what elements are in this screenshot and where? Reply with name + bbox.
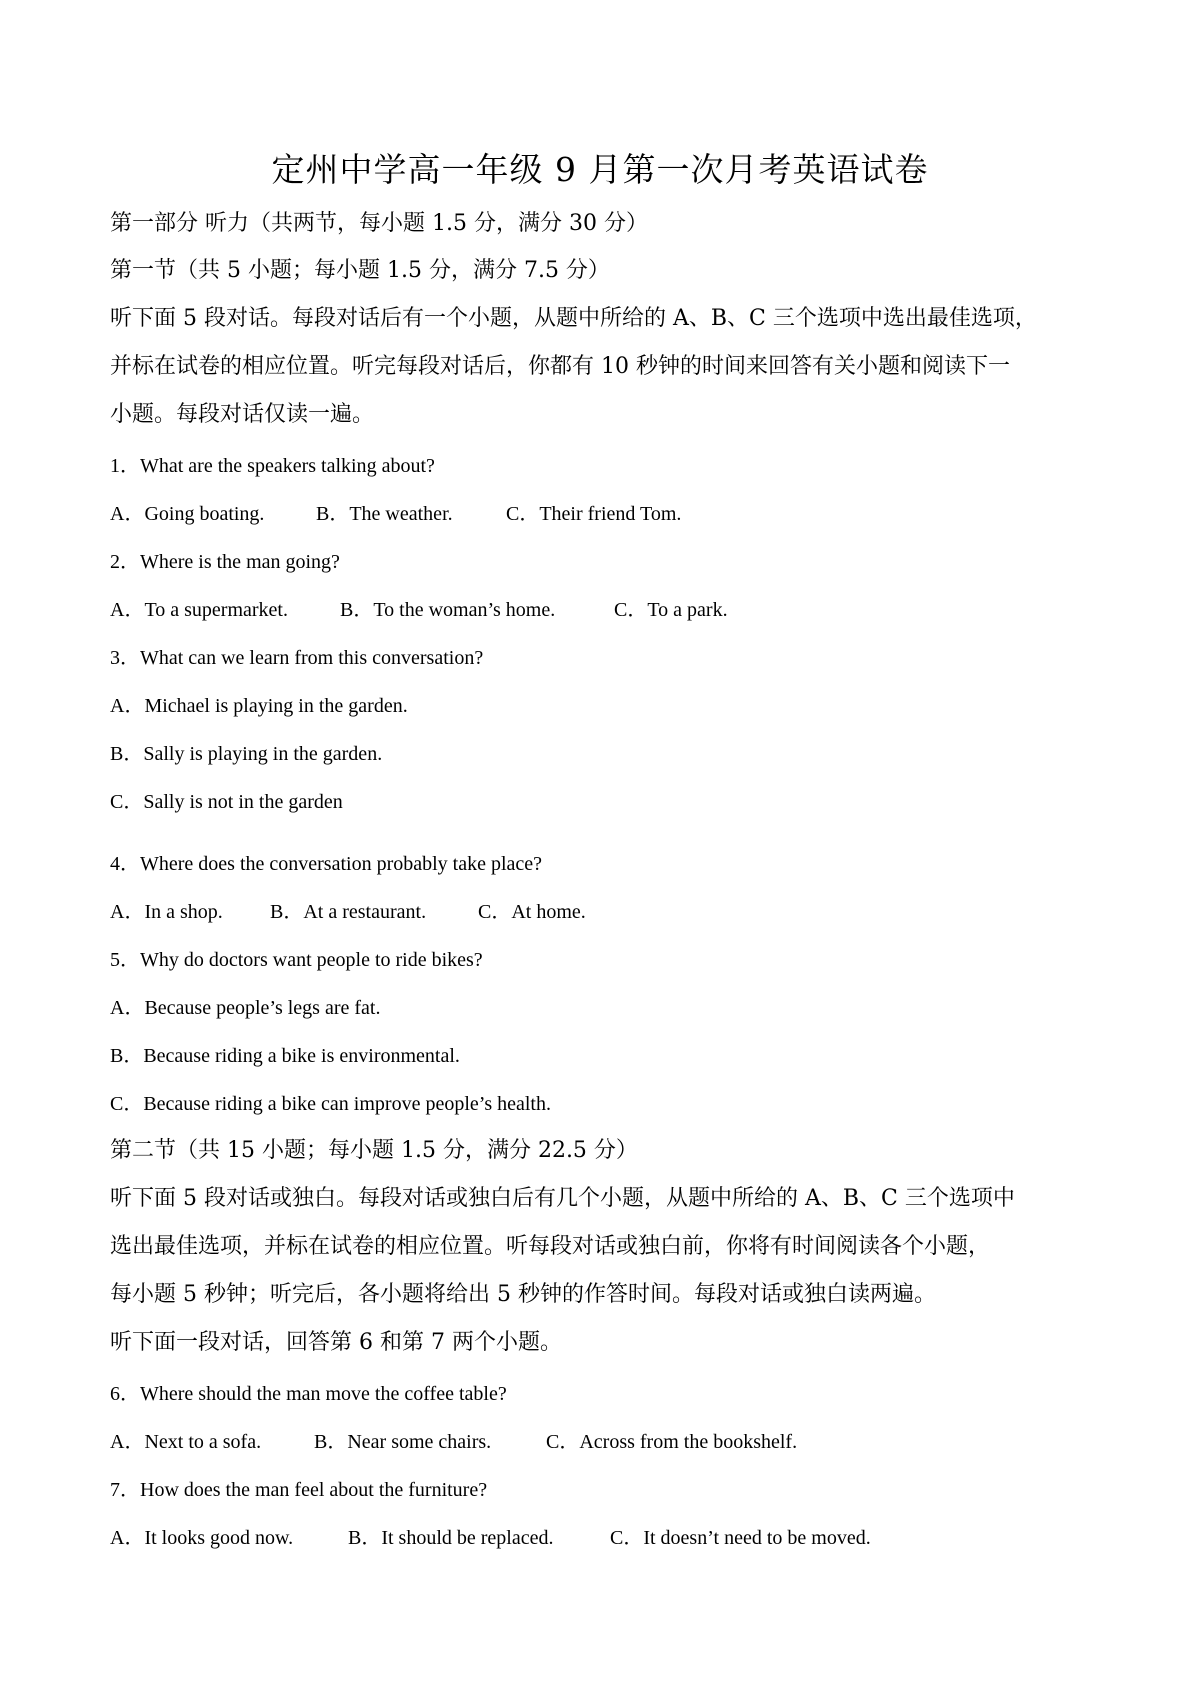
option-c: C．At home. bbox=[478, 901, 586, 923]
option-b: B．Near some chairs. bbox=[314, 1431, 492, 1453]
dialog-intro: 听下面一段对话，回答第 6 和第 7 两个小题。 bbox=[110, 1330, 562, 1355]
option-c: C．Across from the bookshelf. bbox=[546, 1431, 798, 1453]
option-b: B．Sally is playing in the garden. bbox=[110, 743, 383, 765]
option-c: C．It doesn’t need to be moved. bbox=[610, 1527, 871, 1549]
question-stem: 3．What can we learn from this conversation? bbox=[110, 647, 484, 669]
option-a: A．Next to a sofa. bbox=[110, 1431, 262, 1453]
option-b: B．Because riding a bike is environmental. bbox=[110, 1045, 460, 1067]
section2-instruction-line: 选出最佳选项，并标在试卷的相应位置。听每段对话或独白前，你将有时间阅读各个小题， bbox=[110, 1234, 991, 1259]
question-options bbox=[110, 1521, 871, 1550]
question-stem: 7．How does the man feel about the furniture? bbox=[110, 1479, 488, 1501]
page-title: 定州中学高一年级 9 月第一次月考英语试卷 bbox=[271, 150, 929, 189]
option-c: C．To a park. bbox=[614, 599, 728, 621]
option-a: A．Michael is playing in the garden. bbox=[110, 695, 408, 717]
question-stem: 6．Where should the man move the coffee table? bbox=[110, 1383, 507, 1405]
question-stem: 2．Where is the man going? bbox=[110, 551, 340, 573]
option-a: A．To a supermarket. bbox=[110, 599, 288, 621]
question-options bbox=[110, 497, 681, 526]
option-a: A．Going boating. bbox=[110, 503, 265, 525]
option-a: A．In a shop. bbox=[110, 901, 223, 923]
section1-instruction-line: 听下面 5 段对话。每段对话后有一个小题，从题中所给的 A、B、C 三个选项中选出最佳选项， bbox=[110, 306, 1037, 331]
question-stem: 5．Why do doctors want people to ride bikes? bbox=[110, 949, 483, 971]
section2-instruction-line: 听下面 5 段对话或独白。每段对话或独白后有几个小题，从题中所给的 A、B、C 三个选项中 bbox=[110, 1186, 1015, 1211]
option-a: A．It looks good now. bbox=[110, 1527, 294, 1549]
option-b: B．At a restaurant. bbox=[270, 901, 427, 923]
option-b: B．To the woman’s home. bbox=[340, 599, 556, 621]
option-a: A．Because people’s legs are fat. bbox=[110, 997, 381, 1019]
section1-instruction-line: 小题。每段对话仅读一遍。 bbox=[110, 402, 375, 427]
question-options bbox=[110, 1425, 797, 1454]
section1-heading: 第一节（共 5 小题；每小题 1.5 分，满分 7.5 分） bbox=[110, 258, 610, 283]
question-stem: 1．What are the speakers talking about? bbox=[110, 455, 435, 477]
section1-instruction-line: 并标在试卷的相应位置。听完每段对话后，你都有 10 秒钟的时间来回答有关小题和阅读下一 bbox=[110, 354, 1010, 379]
option-c: C．Sally is not in the garden bbox=[110, 791, 343, 813]
option-c: C．Because riding a bike can improve people’s health. bbox=[110, 1093, 551, 1115]
option-b: B．It should be replaced. bbox=[348, 1527, 554, 1549]
question-options bbox=[110, 593, 728, 622]
section2-instruction-line: 每小题 5 秒钟；听完后，各小题将给出 5 秒钟的作答时间。每段对话或独白读两遍。 bbox=[110, 1282, 936, 1307]
question-options bbox=[110, 895, 586, 924]
option-c: C．Their friend Tom. bbox=[506, 503, 682, 525]
option-b: B．The weather. bbox=[316, 503, 453, 525]
question-stem: 4．Where does the conversation probably take place? bbox=[110, 853, 543, 875]
section2-heading: 第二节（共 15 小题；每小题 1.5 分，满分 22.5 分） bbox=[110, 1138, 638, 1163]
part-heading: 第一部分 听力（共两节，每小题 1.5 分，满分 30 分） bbox=[110, 211, 648, 236]
